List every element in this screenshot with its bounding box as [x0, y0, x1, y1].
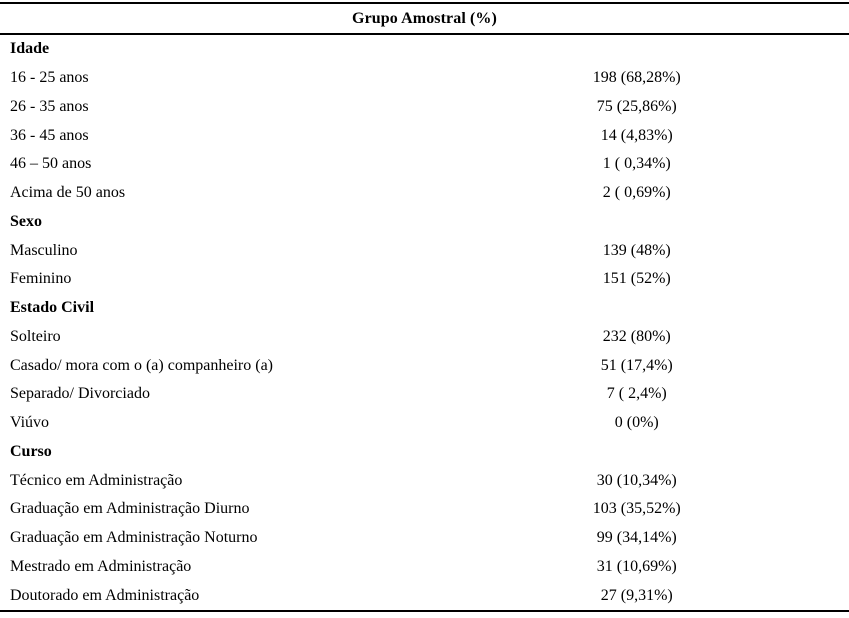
row-label: Viúvo [10, 414, 50, 432]
section-header-label: Estado Civil [10, 299, 95, 317]
row-value: 51 (17,4%) [600, 356, 673, 374]
section-header-row [0, 208, 849, 237]
section-header-label: Curso [10, 442, 52, 460]
table-row [0, 581, 849, 610]
row-label: Acima de 50 anos [10, 184, 126, 202]
row-value: 2 ( 0,69%) [602, 184, 671, 202]
table-row [0, 179, 849, 208]
table-row [0, 93, 849, 122]
table-row [0, 265, 849, 294]
row-label: Doutorado em Administração [10, 586, 200, 604]
section-header-label: Sexo [10, 212, 42, 230]
row-value: 75 (25,86%) [596, 97, 677, 115]
row-value: 14 (4,83%) [600, 126, 673, 144]
row-label: Técnico em Administração [10, 471, 183, 489]
table-row [0, 524, 849, 553]
table-title-row [0, 4, 849, 35]
row-label: Graduação em Administração Diurno [10, 500, 250, 518]
table-row [0, 380, 849, 409]
row-label: Masculino [10, 241, 78, 259]
table-row [0, 466, 849, 495]
row-value: 151 (52%) [602, 270, 671, 288]
row-label: 46 – 50 anos [10, 155, 92, 173]
row-label: Feminino [10, 270, 72, 288]
table-row [0, 121, 849, 150]
row-label: Graduação em Administração Noturno [10, 529, 258, 547]
table-row [0, 495, 849, 524]
sample-group-table [0, 2, 849, 612]
row-label: 26 - 35 anos [10, 97, 89, 115]
section-header-row [0, 35, 849, 64]
table-row [0, 64, 849, 93]
row-value: 198 (68,28%) [592, 69, 681, 87]
table-row [0, 553, 849, 582]
section-header-row [0, 438, 849, 467]
row-value: 30 (10,34%) [596, 471, 677, 489]
row-label: Mestrado em Administração [10, 557, 192, 575]
section-header-label: Idade [10, 40, 50, 58]
row-value: 139 (48%) [602, 241, 671, 259]
row-value: 0 (0%) [614, 414, 659, 432]
row-label: 36 - 45 anos [10, 126, 89, 144]
row-value: 1 ( 0,34%) [602, 155, 671, 173]
row-label: 16 - 25 anos [10, 69, 89, 87]
row-value: 7 ( 2,4%) [606, 385, 667, 403]
row-value: 99 (34,14%) [596, 529, 677, 547]
table-row [0, 409, 849, 438]
row-value: 27 (9,31%) [600, 586, 673, 604]
table-row [0, 150, 849, 179]
row-label: Solteiro [10, 327, 61, 345]
row-value: 31 (10,69%) [596, 557, 677, 575]
table-title: Grupo Amostral (%) [352, 9, 497, 27]
table-bottom-rule [0, 610, 849, 612]
section-header-row [0, 294, 849, 323]
table-row [0, 236, 849, 265]
table-row [0, 323, 849, 352]
row-label: Casado/ mora com o (a) companheiro (a) [10, 356, 274, 374]
table-body [0, 35, 849, 610]
table-row [0, 351, 849, 380]
row-label: Separado/ Divorciado [10, 385, 150, 403]
row-value: 232 (80%) [602, 327, 671, 345]
row-value: 103 (35,52%) [592, 500, 681, 518]
